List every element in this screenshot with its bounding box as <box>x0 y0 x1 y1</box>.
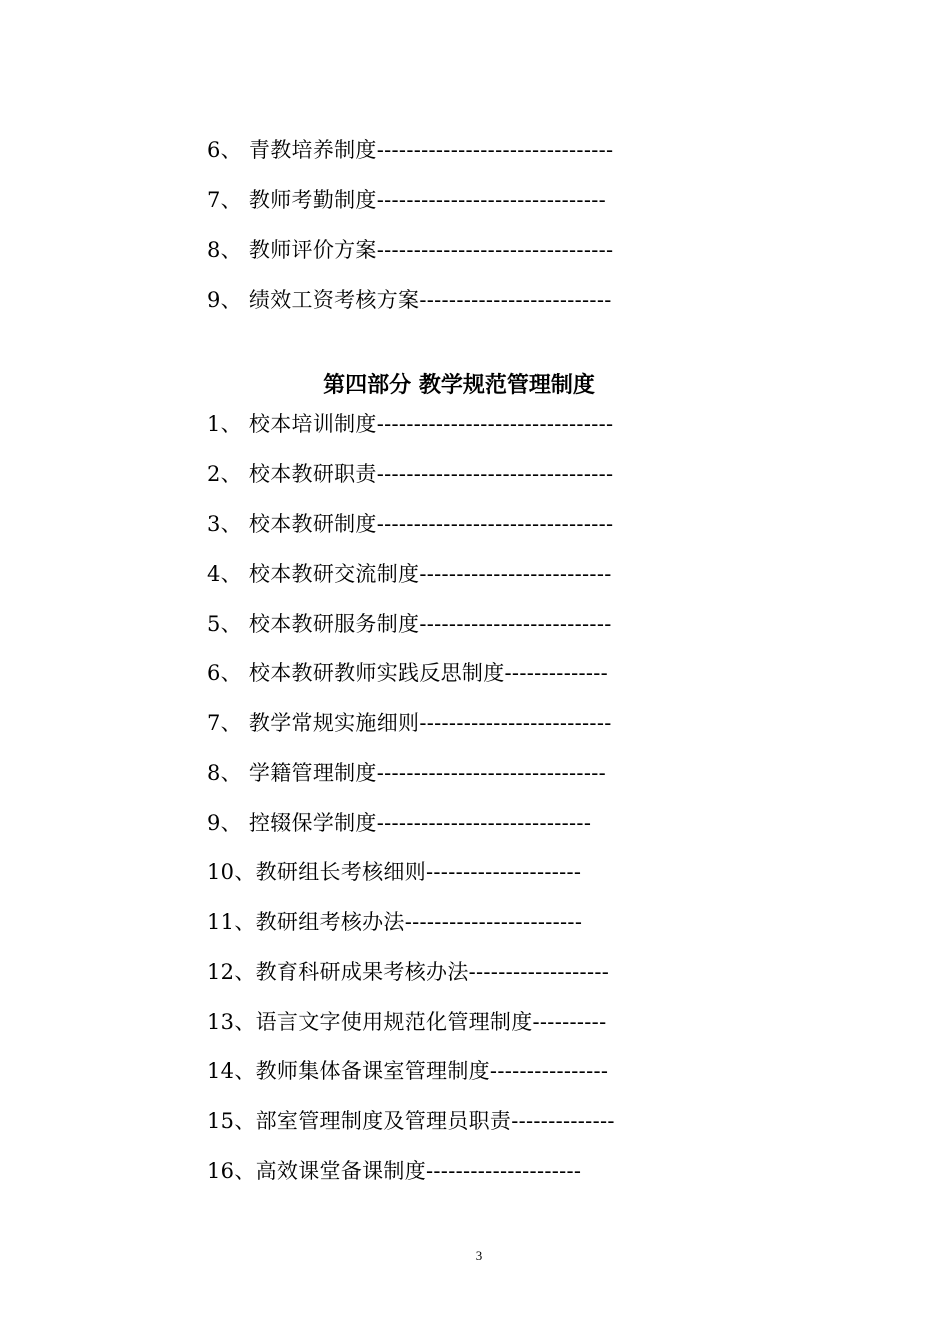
toc-entry: 15、部室管理制度及管理员职责-------------- <box>207 1109 615 1133</box>
toc-entry: 12、教育科研成果考核办法------------------- <box>207 960 610 984</box>
toc-entry: 6、 校本教研教师实践反思制度-------------- <box>207 661 609 685</box>
toc-entry: 4、 校本教研交流制度-------------------------- <box>207 562 612 586</box>
section-heading: 第四部分 教学规范管理制度 <box>323 373 595 398</box>
toc-entry: 9、 控辍保学制度----------------------------- <box>207 811 592 835</box>
toc-entry: 14、教师集体备课室管理制度---------------- <box>207 1059 609 1083</box>
toc-entry: 10、教研组长考核细则--------------------- <box>207 860 582 884</box>
toc-entry: 8、 教师评价方案-------------------------------- <box>207 238 614 262</box>
toc-entry: 6、 青教培养制度-------------------------------- <box>207 138 614 162</box>
toc-entry: 3、 校本教研制度-------------------------------- <box>207 512 614 536</box>
toc-entry: 13、语言文字使用规范化管理制度---------- <box>207 1010 607 1034</box>
toc-entry: 1、 校本培训制度-------------------------------- <box>207 412 614 436</box>
toc-entry: 7、 教师考勤制度------------------------------- <box>207 188 607 212</box>
toc-entry: 8、 学籍管理制度------------------------------- <box>207 761 607 785</box>
toc-entry: 16、高效课堂备课制度--------------------- <box>207 1159 582 1183</box>
toc-entry: 9、 绩效工资考核方案-------------------------- <box>207 288 612 312</box>
toc-entry: 11、教研组考核办法------------------------ <box>207 910 583 934</box>
toc-entry: 2、 校本教研职责-------------------------------- <box>207 462 614 486</box>
page-number: 3 <box>475 1248 483 1263</box>
toc-entry: 7、 教学常规实施细则-------------------------- <box>207 711 612 735</box>
toc-entry: 5、 校本教研服务制度-------------------------- <box>207 612 612 636</box>
